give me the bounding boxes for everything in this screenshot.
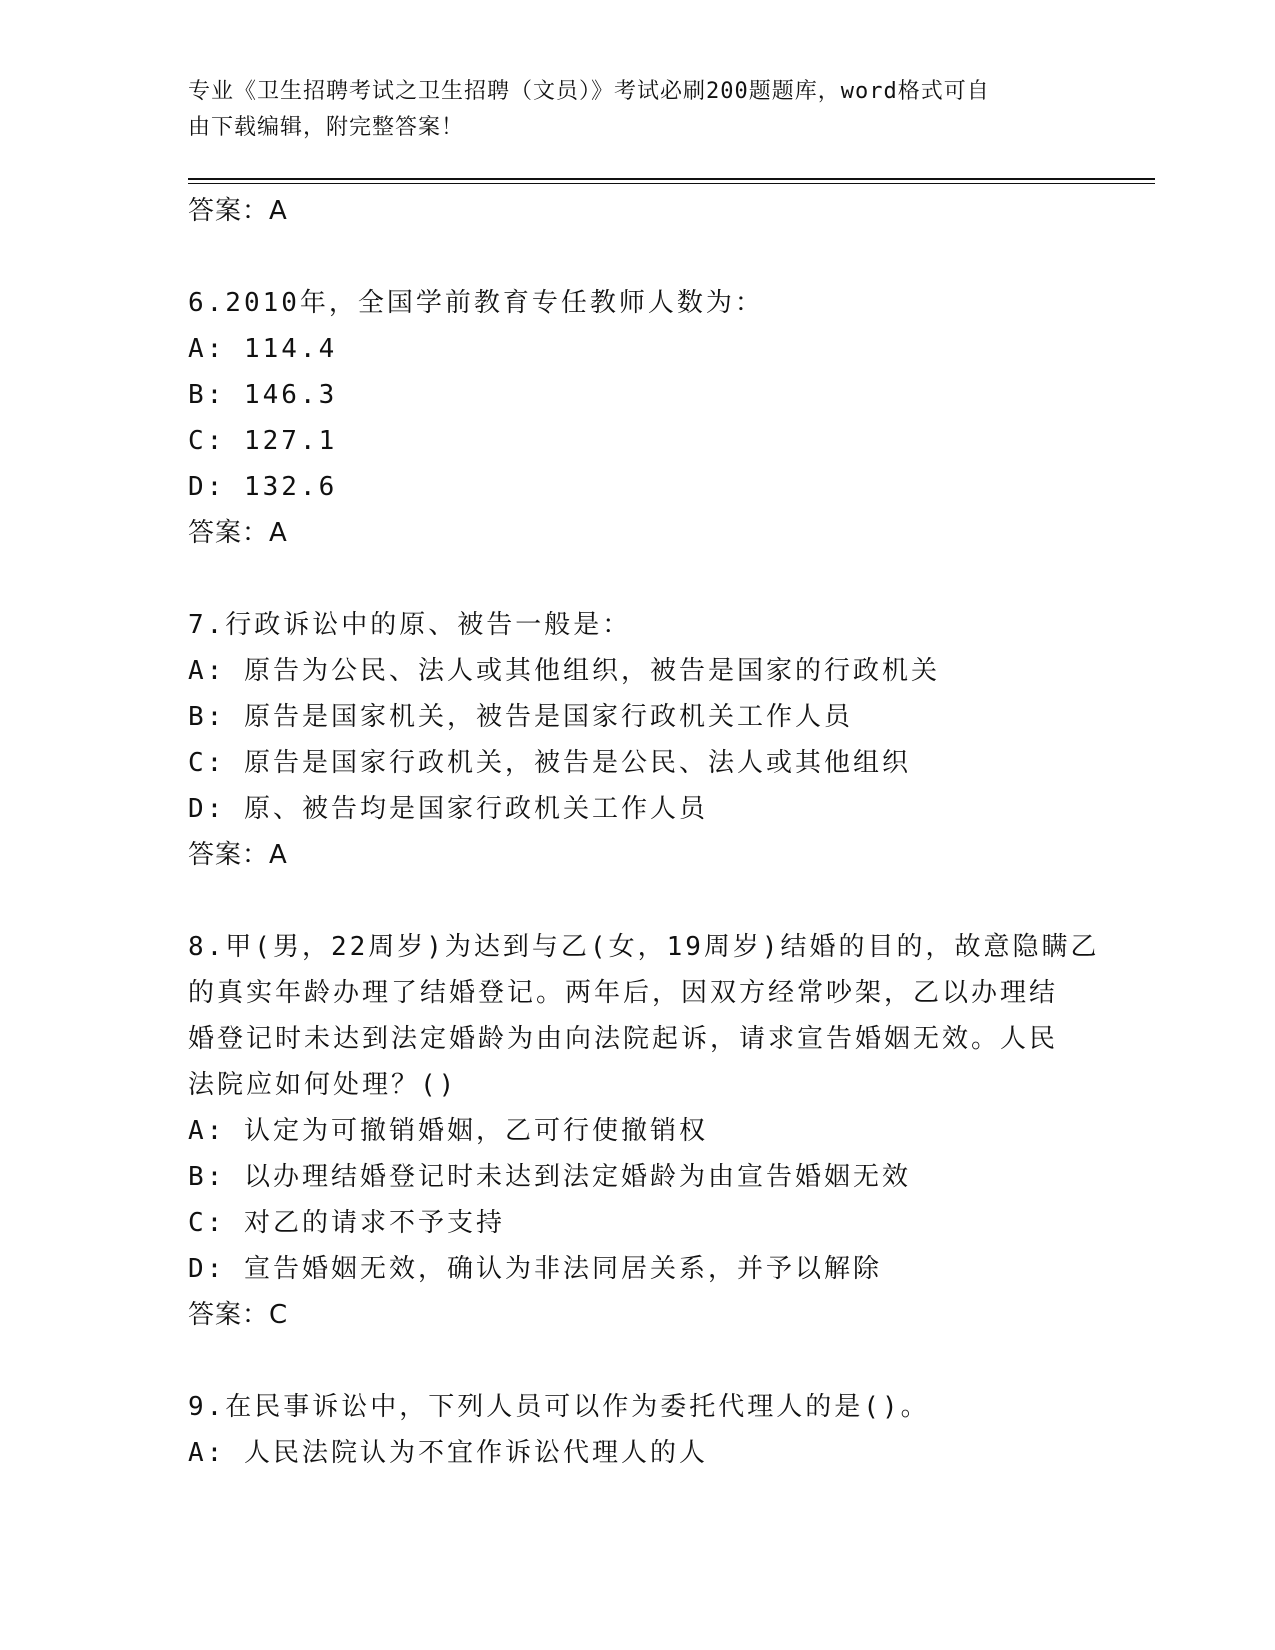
header-divider-thin — [188, 183, 1155, 184]
question-stem: 7.行政诉讼中的原、被告一般是： — [188, 610, 632, 640]
question-stem-line-1: 8.甲(男，22周岁)为达到与乙(女，19周岁)结婚的目的，故意隐瞒乙 — [188, 932, 1100, 962]
question-list — [188, 188, 1100, 1476]
question-stem-line-4: 法院应如何处理？() — [188, 1070, 458, 1100]
option-a: A: 认定为可撤销婚姻，乙可行使撤销权 — [188, 1116, 708, 1146]
header-divider-thick — [188, 178, 1155, 180]
option-c: C: 127.1 — [188, 426, 338, 456]
question-stem-line-3: 婚登记时未达到法定婚龄为由向法院起诉，请求宣告婚姻无效。人民 — [188, 1024, 1059, 1054]
option-b: B: 以办理结婚登记时未达到法定婚龄为由宣告婚姻无效 — [188, 1162, 911, 1192]
question-stem: 9.在民事诉讼中，下列人员可以作为委托代理人的是()。 — [188, 1392, 930, 1422]
question-answer: 答案：A — [188, 840, 288, 870]
spacer — [188, 878, 1088, 924]
header-line-2: 由下载编辑，附完整答案！ — [188, 115, 465, 140]
option-a: A: 人民法院认为不宜作诉讼代理人的人 — [188, 1438, 708, 1468]
option-a: A: 114.4 — [188, 334, 338, 364]
option-b: B: 146.3 — [188, 380, 338, 410]
question-stem: 6.2010年，全国学前教育专任教师人数为： — [188, 288, 764, 318]
header-line-1: 专业《卫生招聘考试之卫生招聘（文员）》考试必刷200题题库，word格式可自 — [188, 79, 990, 104]
option-c: C: 原告是国家行政机关，被告是公民、法人或其他组织 — [188, 748, 911, 778]
question-6 — [188, 280, 1088, 556]
question-answer: 答案：C — [188, 1300, 289, 1330]
option-a: A: 原告为公民、法人或其他组织，被告是国家的行政机关 — [188, 656, 940, 686]
question-stem-line-2: 的真实年龄办理了结婚登记。两年后，因双方经常吵架，乙以办理结 — [188, 978, 1059, 1008]
option-d: D: 132.6 — [188, 472, 338, 502]
question-answer: 答案：A — [188, 518, 288, 548]
document-header — [188, 74, 1088, 146]
question-7 — [188, 602, 1088, 878]
question-8 — [188, 924, 1100, 1338]
spacer — [188, 234, 1088, 280]
spacer — [188, 1338, 1088, 1384]
option-b: B: 原告是国家机关，被告是国家行政机关工作人员 — [188, 702, 853, 732]
option-d: D: 原、被告均是国家行政机关工作人员 — [188, 794, 708, 824]
spacer — [188, 556, 1088, 602]
previous-answer: 答案：A — [188, 196, 288, 226]
option-d: D: 宣告婚姻无效，确认为非法同居关系，并予以解除 — [188, 1254, 882, 1284]
question-9 — [188, 1384, 1088, 1476]
option-c: C: 对乙的请求不予支持 — [188, 1208, 505, 1238]
